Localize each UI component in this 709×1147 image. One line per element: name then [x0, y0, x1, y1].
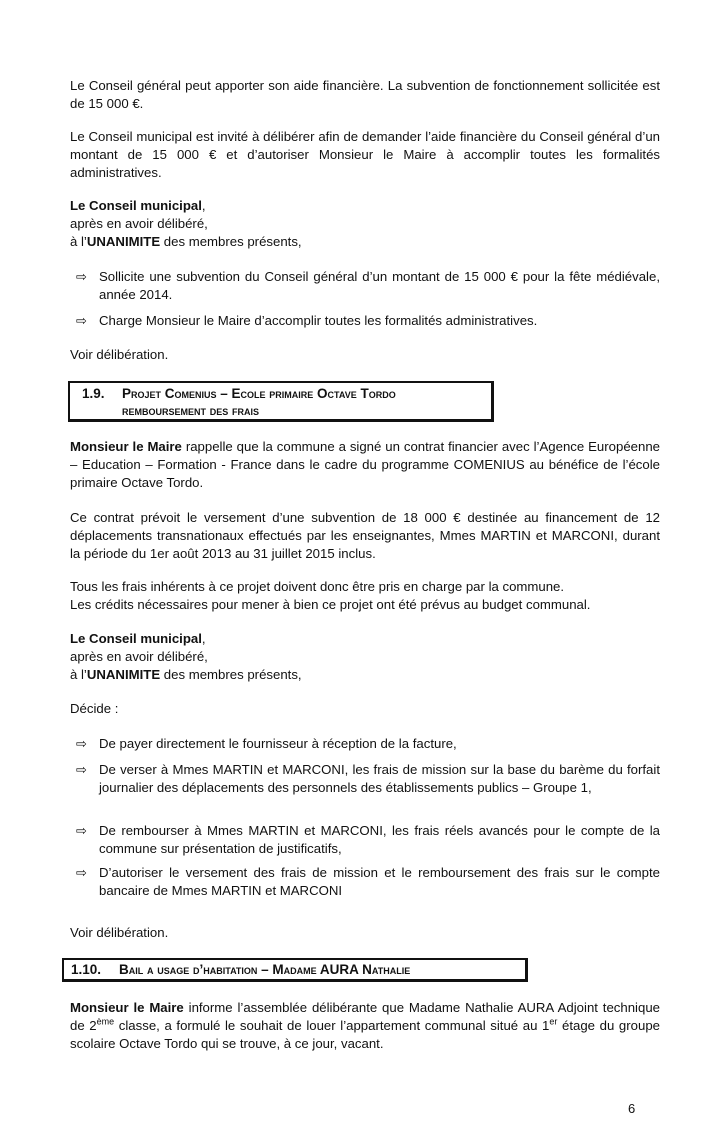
see-deliberation: Voir délibération. [70, 925, 169, 940]
paragraph-lease: Monsieur le Maire informe l’assemblée délibérante que Madame Nathalie AURA Adjoint technique de 2ème classe, a formulé le souhait de louer l’appartement communal situé au 1er étage du groupe scolaire Octave Tordo qui se trouve, à ce jour, vacant. [70, 1000, 660, 1051]
paragraph-invitation: Le Conseil municipal est invité à délibérer afin de demander l’aide financière du Conseil général d’un montant de 15 000 € et d’autoriser Monsieur le Maire à accomplir toutes les formalités administratives. [70, 129, 660, 180]
section-title: Bail a usage d’habitation – Madame AURA Nathalie [119, 962, 411, 977]
paragraph-costs: Tous les frais inhérents à ce projet doivent donc être pris en charge par la commune. Les crédits nécessaires pour mener à bien ce projet ont été prévus au budget communal. [70, 579, 591, 612]
paragraph-comenius: Monsieur le Maire rappelle que la commune a signé un contrat financier avec l’Agence Européenne – Education – Formation - France dans le cadre du programme COMENIUS au bénéfice de l’école primaire Octave Tordo. [70, 439, 660, 490]
deliberated-text: après en avoir délibéré, [70, 649, 208, 664]
deliberated-text: après en avoir délibéré, [70, 216, 208, 231]
page-number: 6 [628, 1101, 636, 1116]
section-title-line2: remboursement des frais [122, 403, 260, 418]
paragraph-contract: Ce contrat prévoit le versement d’une subvention de 18 000 € destinée au financement de 12 déplacements transnationaux effectués par les enseignantes, Mmes MARTIN et MARCONI, durant la période du 1er août 2013 au 31 juillet 2015 inclus. [70, 510, 660, 561]
section-number: 1.9. [82, 386, 105, 401]
arrow-right-icon: ⇨ [76, 823, 87, 838]
section-number: 1.10. [71, 962, 102, 977]
section-heading-1-10 [62, 958, 528, 982]
paragraph-subsidy: Le Conseil général peut apporter son aide financière. La subvention de fonctionnement sollicitée est de 15 000 €. [70, 78, 660, 111]
arrow-right-icon: ⇨ [76, 762, 87, 777]
unanimite-label: UNANIMITE [86, 667, 161, 682]
council-label: Le Conseil municipal [70, 198, 202, 213]
see-deliberation: Voir délibération. [70, 347, 169, 362]
arrow-right-icon: ⇨ [76, 269, 87, 284]
section-heading-1-9 [68, 381, 494, 422]
arrow-right-icon: ⇨ [76, 313, 87, 328]
decision-block-1: Le Conseil municipal, après en avoir délibéré, à l’UNANIMITE des membres présents, [70, 198, 302, 249]
unanimite-label: UNANIMITE [86, 234, 161, 249]
decide-label: Décide : [70, 701, 119, 716]
decision-block-2: Le Conseil municipal, après en avoir délibéré, à l’UNANIMITE des membres présents, [70, 631, 302, 682]
section-title-line1: Projet Comenius – Ecole primaire Octave Tordo [122, 386, 396, 401]
arrow-right-icon: ⇨ [76, 736, 87, 751]
council-label: Le Conseil municipal [70, 631, 202, 646]
arrow-right-icon: ⇨ [76, 865, 87, 880]
